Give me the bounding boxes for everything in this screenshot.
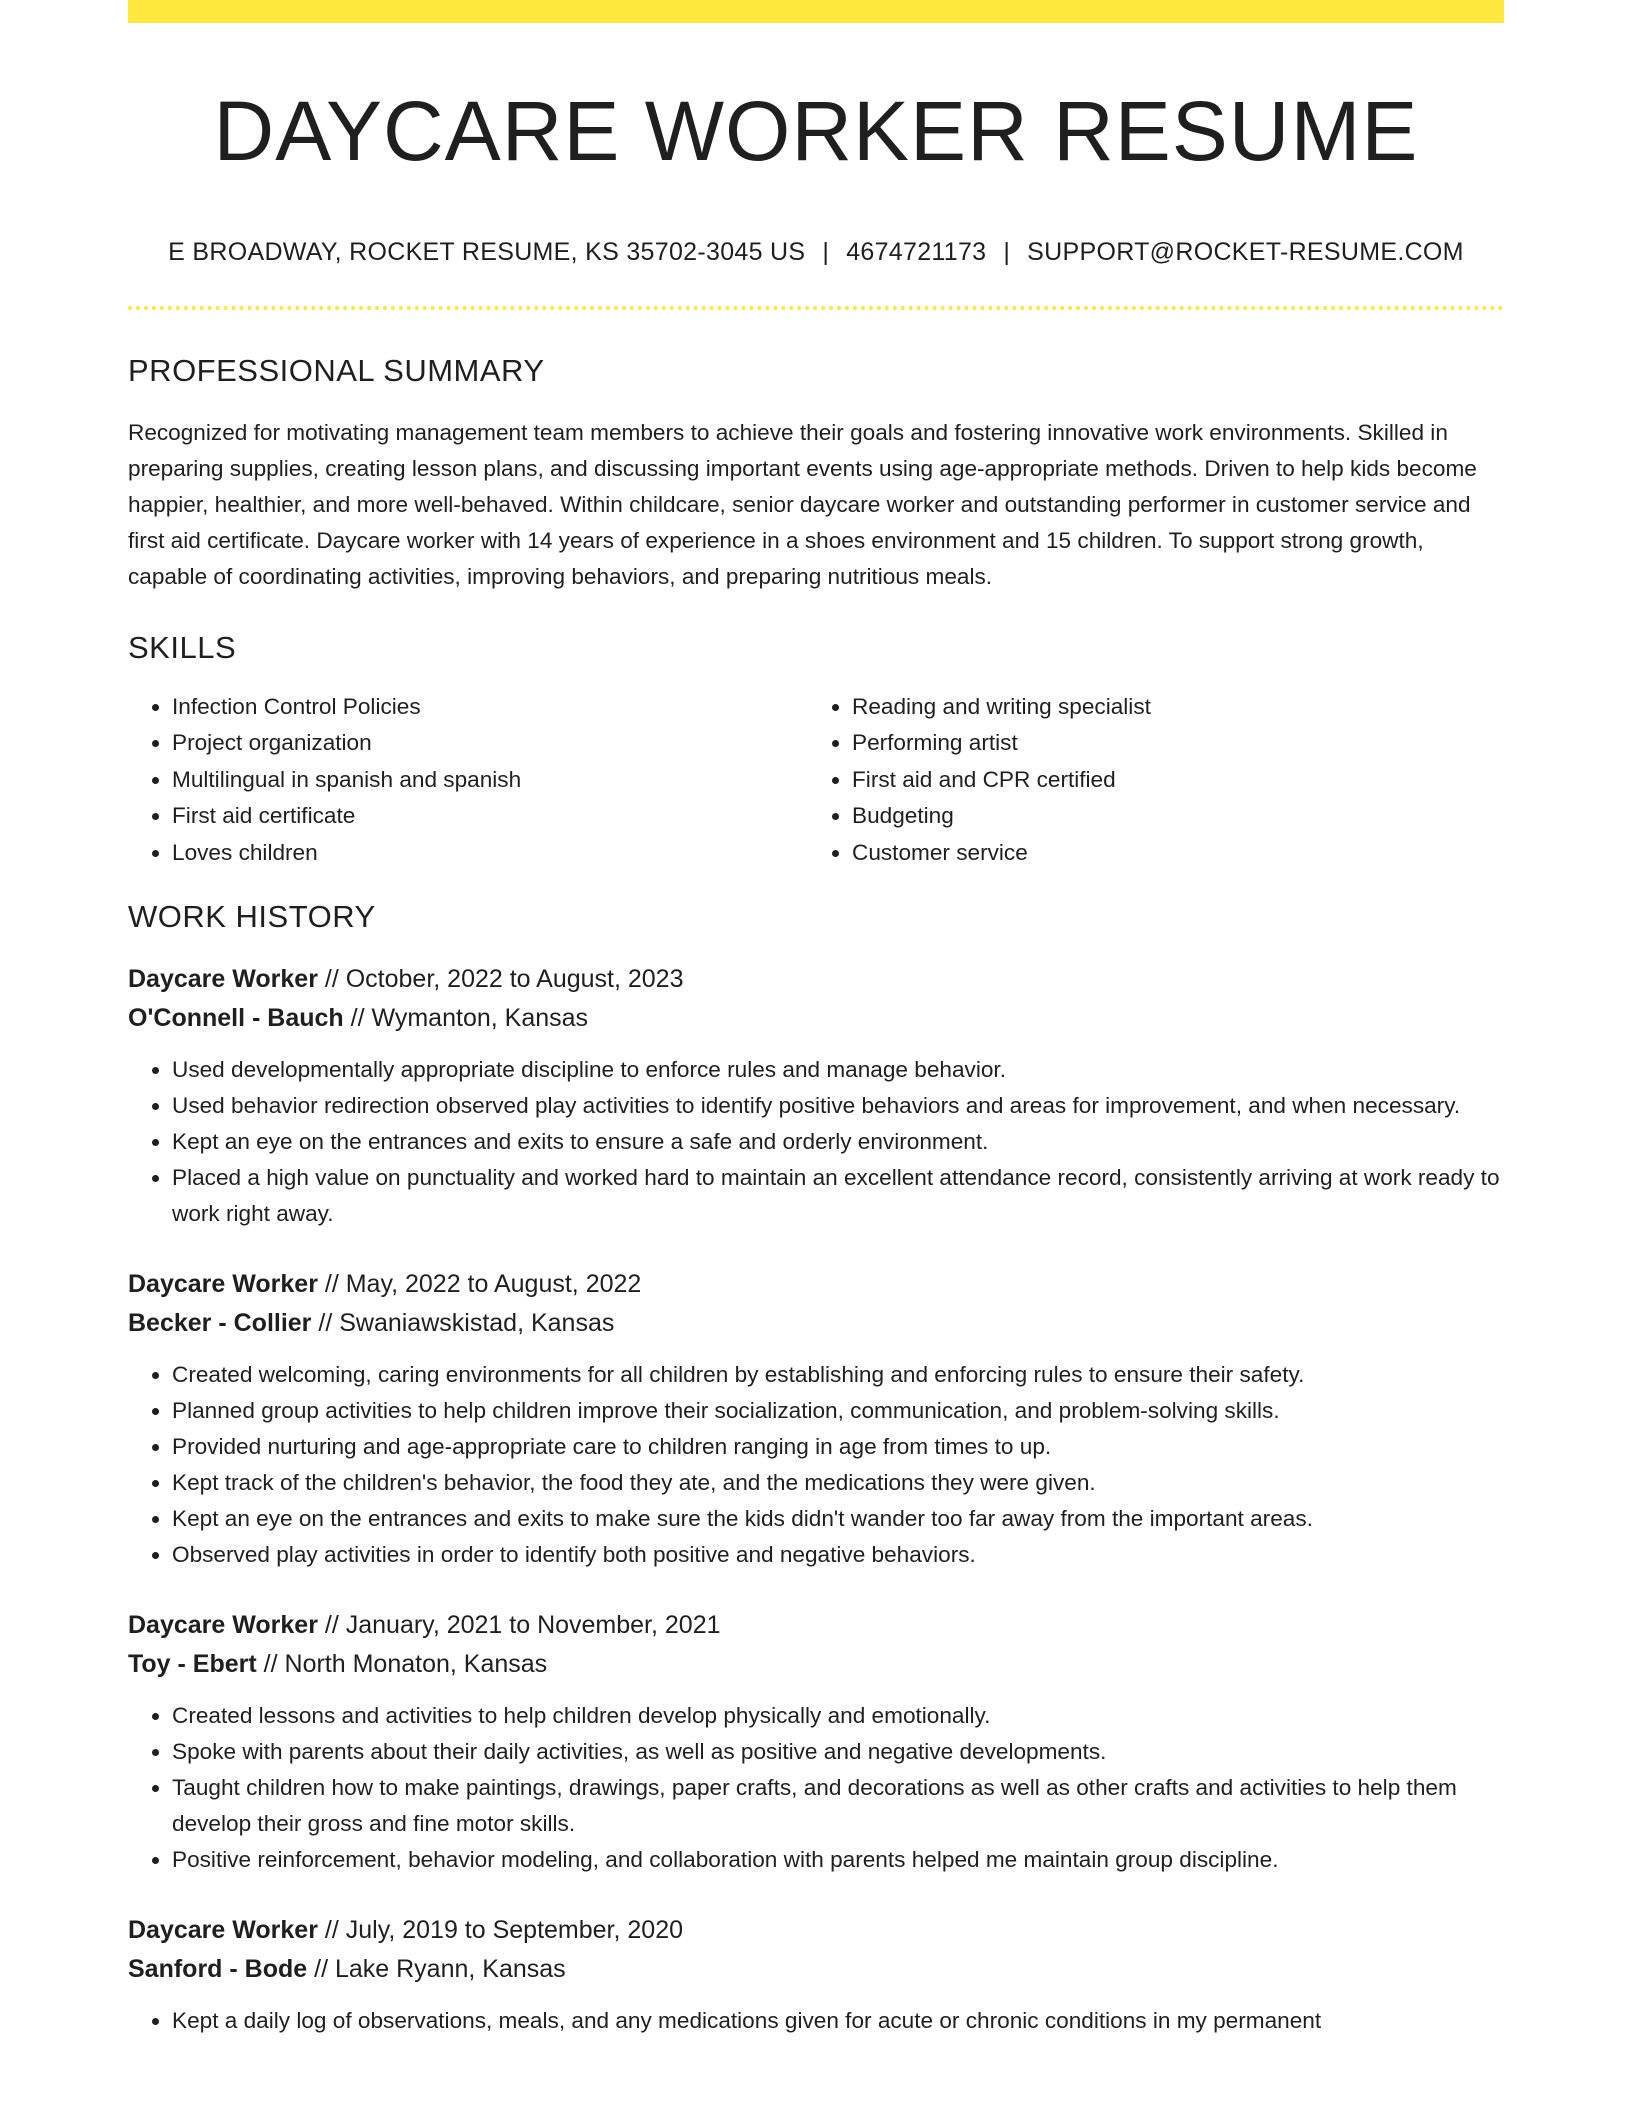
- skills-list: [128, 689, 1504, 872]
- job-bullet: • Positive reinforcement, behavior modeling, and collaboration with parents helped me maintain group discipline.: [172, 1842, 1504, 1878]
- job-bullet: • Used behavior redirection observed play activities to identify positive behaviors and areas for improvement, and when necessary.: [172, 1088, 1504, 1124]
- job-entry: [128, 960, 1504, 1232]
- job-dates: January, 2021 to November, 2021: [345, 1611, 721, 1640]
- job-dates: July, 2019 to September, 2020: [345, 1916, 684, 1945]
- job-dates: May, 2022 to August, 2022: [345, 1270, 642, 1299]
- job-separator: //: [317, 1611, 346, 1640]
- skills-column-right: [808, 689, 1488, 872]
- skill-item: • Customer service: [852, 835, 1488, 872]
- job-title: Daycare Worker: [128, 1916, 318, 1945]
- job-separator: //: [317, 965, 346, 994]
- accent-top-bar: [128, 0, 1504, 23]
- contact-address: E BROADWAY, ROCKET RESUME, KS 35702-3045 US: [168, 238, 806, 267]
- job-separator: //: [317, 1916, 346, 1945]
- contact-phone: 4674721173: [846, 238, 987, 267]
- job-company-line: [128, 999, 1504, 1038]
- job-company-line: [128, 1950, 1504, 1989]
- job-dates: October, 2022 to August, 2023: [345, 965, 684, 994]
- summary-text: Recognized for motivating management team members to achieve their goals and fostering innovative work environments. Skilled in preparing supplies, creating lesson plans, and discussing important events using age-appropriate methods. Driven to help kids become happier, healthier, and more well-behaved. Within childcare, senior daycare worker and outstanding performer in customer service and first aid certificate. Daycare worker with 14 years of experience in a shoes environment and 15 children. To support strong growth, capable of coordinating activities, improving behaviors, and preparing nutritious meals.: [128, 420, 1477, 590]
- skills-heading: SKILLS: [128, 630, 237, 666]
- job-bullet: • Spoke with parents about their daily activities, as well as positive and negative developments.: [172, 1734, 1504, 1770]
- skill-item: • Multilingual in spanish and spanish: [172, 762, 808, 799]
- contact-separator: |: [822, 238, 830, 267]
- work-history-list: [128, 960, 1504, 2039]
- job-bullet: • Kept an eye on the entrances and exits to ensure a safe and orderly environment.: [172, 1124, 1504, 1160]
- contact-line: [128, 237, 1504, 267]
- skill-item: • Performing artist: [852, 725, 1488, 762]
- job-bullets: [128, 1698, 1504, 1878]
- job-location: North Monaton, Kansas: [284, 1650, 548, 1679]
- job-location: Swaniawskistad, Kansas: [339, 1309, 615, 1338]
- job-separator: //: [343, 1004, 372, 1033]
- job-title-line: [128, 1911, 1504, 1950]
- job-company: Toy - Ebert: [128, 1650, 257, 1679]
- job-bullets: [128, 1052, 1504, 1232]
- skill-item: • Infection Control Policies: [172, 689, 808, 726]
- job-bullet: • Planned group activities to help children improve their socialization, communication, and problem-solving skills.: [172, 1393, 1504, 1429]
- job-bullets: [128, 1357, 1504, 1573]
- job-title-line: [128, 1606, 1504, 1645]
- skill-item: • First aid and CPR certified: [852, 762, 1488, 799]
- job-bullet: • Placed a high value on punctuality and worked hard to maintain an excellent attendance record, consistently arriving at work ready to work right away.: [172, 1160, 1504, 1232]
- job-bullet: • Taught children how to make paintings, drawings, paper crafts, and decorations as well as other crafts and activities to help them develop their gross and fine motor skills.: [172, 1770, 1504, 1842]
- contact-email: SUPPORT@ROCKET-RESUME.COM: [1027, 238, 1464, 267]
- resume-title: DAYCARE WORKER RESUME: [213, 84, 1419, 178]
- job-location: Lake Ryann, Kansas: [334, 1955, 566, 1984]
- job-bullet: • Created welcoming, caring environments for all children by establishing and enforcing rules to ensure their safety.: [172, 1357, 1504, 1393]
- skill-item: • Loves children: [172, 835, 808, 872]
- job-title-line: [128, 960, 1504, 999]
- skill-item: • Reading and writing specialist: [852, 689, 1488, 726]
- work-history-heading: WORK HISTORY: [128, 899, 376, 935]
- skill-item: • First aid certificate: [172, 798, 808, 835]
- job-separator: //: [311, 1309, 340, 1338]
- job-separator: //: [317, 1270, 346, 1299]
- job-bullet: • Provided nurturing and age-appropriate care to children ranging in age from times to up.: [172, 1429, 1504, 1465]
- job-bullet: • Kept track of the children's behavior, the food they ate, and the medications they were given.: [172, 1465, 1504, 1501]
- contact-separator: |: [1003, 238, 1011, 267]
- job-company-line: [128, 1645, 1504, 1684]
- skill-item: • Project organization: [172, 725, 808, 762]
- resume-page: [128, 0, 1504, 2039]
- job-entry: [128, 1265, 1504, 1573]
- job-bullets: [128, 2003, 1504, 2039]
- job-title: Daycare Worker: [128, 1270, 318, 1299]
- dotted-divider: [128, 306, 1504, 310]
- job-company-line: [128, 1304, 1504, 1343]
- job-bullet: • Kept an eye on the entrances and exits to make sure the kids didn't wander too far away from the important areas.: [172, 1501, 1504, 1537]
- job-bullet: • Observed play activities in order to identify both positive and negative behaviors.: [172, 1537, 1504, 1573]
- job-entry: [128, 1606, 1504, 1878]
- summary-heading: PROFESSIONAL SUMMARY: [128, 353, 545, 389]
- job-bullet: • Used developmentally appropriate discipline to enforce rules and manage behavior.: [172, 1052, 1504, 1088]
- job-company: Becker - Collier: [128, 1309, 312, 1338]
- job-bullet: • Kept a daily log of observations, meals, and any medications given for acute or chronic conditions in my permanent: [172, 2003, 1504, 2039]
- skill-item: • Budgeting: [852, 798, 1488, 835]
- job-bullet: • Created lessons and activities to help children develop physically and emotionally.: [172, 1698, 1504, 1734]
- job-entry: [128, 1911, 1504, 2039]
- job-title: Daycare Worker: [128, 1611, 318, 1640]
- job-separator: //: [256, 1650, 285, 1679]
- job-separator: //: [307, 1955, 335, 1984]
- skills-column-left: [128, 689, 808, 872]
- job-company: Sanford - Bode: [128, 1955, 308, 1984]
- job-company: O'Connell - Bauch: [128, 1004, 344, 1033]
- job-title-line: [128, 1265, 1504, 1304]
- job-title: Daycare Worker: [128, 965, 318, 994]
- job-location: Wymanton, Kansas: [371, 1004, 589, 1033]
